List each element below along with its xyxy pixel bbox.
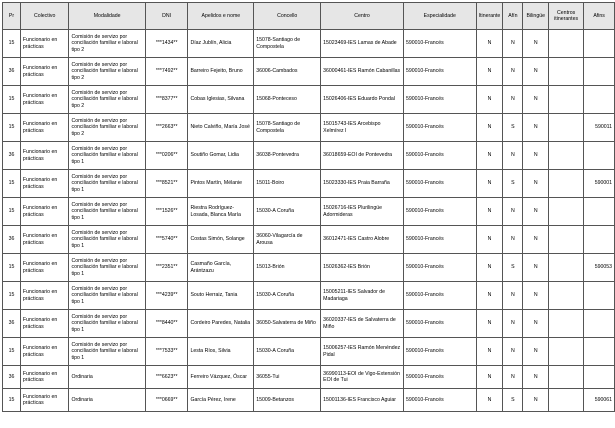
cell-dni: ***8377** [145, 86, 188, 114]
cell-nome: Nieto Calviño, María José [188, 114, 254, 142]
cell-bilingue: N [523, 198, 549, 226]
header-centros-itinerantes: Centros itinerantes [549, 3, 584, 30]
cell-centros-itinerantes [549, 226, 584, 254]
table-row [3, 282, 615, 310]
header-dni: DNI [145, 3, 188, 30]
cell-itinerante: N [476, 114, 503, 142]
cell-bilingue: N [523, 86, 549, 114]
cell-centro: 15005211-IES Salvador de Madariaga [321, 282, 404, 310]
cell-especialidade: 590010-Francés [403, 30, 476, 58]
table-body [3, 30, 615, 412]
table-header [3, 3, 615, 30]
cell-bilingue: N [523, 338, 549, 366]
cell-concello: 15030-A Coruña [254, 338, 321, 366]
cell-colectivo: Funcionario en prácticas [20, 338, 69, 366]
cell-especialidade: 590010-Francés [403, 170, 476, 198]
cell-centros-itinerantes [549, 282, 584, 310]
cell-centro: 36018659-EOI de Pontevedra [321, 142, 404, 170]
header-row [3, 3, 615, 30]
cell-itinerante: N [476, 58, 503, 86]
cell-centro: 15026362-IES Brión [321, 254, 404, 282]
table-row [3, 254, 615, 282]
cell-centros-itinerantes [549, 114, 584, 142]
cell-concello: 36055-Tui [254, 366, 321, 389]
cell-modalidade: Comisión de servizo por conciliación familiar e laboral tipo 1 [69, 338, 145, 366]
table-row [3, 198, 615, 226]
cell-nome: García Pérez, Irene [188, 389, 254, 412]
cell-modalidade: Comisión de servizo por conciliación familiar e laboral tipo 2 [69, 86, 145, 114]
cell-colectivo: Funcionario en prácticas [20, 86, 69, 114]
cell-afin: N [503, 86, 523, 114]
cell-dni: ***2351** [145, 254, 188, 282]
cell-especialidade: 590010-Francés [403, 198, 476, 226]
cell-pr: 36 [3, 310, 21, 338]
cell-bilingue: N [523, 366, 549, 389]
cell-nome: Lesta Ríos, Silvia [188, 338, 254, 366]
cell-pr: 36 [3, 58, 21, 86]
cell-pr: 15 [3, 114, 21, 142]
cell-modalidade: Ordinaria [69, 366, 145, 389]
cell-centros-itinerantes [549, 366, 584, 389]
cell-colectivo: Funcionario en prácticas [20, 254, 69, 282]
table-row [3, 366, 615, 389]
table-row [3, 142, 615, 170]
cell-especialidade: 590010-Francés [403, 366, 476, 389]
cell-dni: ***0206** [145, 142, 188, 170]
header-concello: Concello [254, 3, 321, 30]
cell-afins: 590053 [584, 254, 615, 282]
cell-modalidade: Comisión de servizo por conciliación familiar e laboral tipo 1 [69, 282, 145, 310]
cell-nome: Soutiño Gomar, Lidia [188, 142, 254, 170]
cell-nome: Cordeiro Paredes, Natalia [188, 310, 254, 338]
cell-concello: 15011-Boiro [254, 170, 321, 198]
cell-dni: ***7533** [145, 338, 188, 366]
cell-afins [584, 86, 615, 114]
cell-pr: 15 [3, 198, 21, 226]
cell-itinerante: N [476, 198, 503, 226]
table-row [3, 58, 615, 86]
cell-itinerante: N [476, 254, 503, 282]
cell-pr: 15 [3, 30, 21, 58]
cell-bilingue: N [523, 226, 549, 254]
cell-concello: 36038-Pontevedra [254, 142, 321, 170]
cell-nome: Barreiro Fejeito, Bruno [188, 58, 254, 86]
cell-modalidade: Comisión de servizo por conciliación familiar e laboral tipo 1 [69, 254, 145, 282]
cell-dni: ***8440** [145, 310, 188, 338]
cell-colectivo: Funcionario en prácticas [20, 58, 69, 86]
cell-afin: N [503, 310, 523, 338]
cell-especialidade: 590010-Francés [403, 338, 476, 366]
cell-bilingue: N [523, 282, 549, 310]
cell-itinerante: N [476, 142, 503, 170]
cell-itinerante: N [476, 170, 503, 198]
cell-itinerante: N [476, 338, 503, 366]
cell-centro: 36990113-EOI de Vigo-Extensión EOI de Tui [321, 366, 404, 389]
cell-centros-itinerantes [549, 58, 584, 86]
cell-colectivo: Funcionario en prácticas [20, 30, 69, 58]
cell-bilingue: N [523, 389, 549, 412]
cell-especialidade: 590010-Francés [403, 282, 476, 310]
cell-afin: N [503, 338, 523, 366]
cell-afin: N [503, 226, 523, 254]
cell-concello: 15009-Betanzos [254, 389, 321, 412]
cell-pr: 15 [3, 170, 21, 198]
cell-centros-itinerantes [549, 86, 584, 114]
cell-afin: S [503, 389, 523, 412]
cell-modalidade: Comisión de servizo por conciliación familiar e laboral tipo 1 [69, 198, 145, 226]
cell-dni: ***5740** [145, 226, 188, 254]
cell-especialidade: 590010-Francés [403, 58, 476, 86]
cell-centro: 15001136-IES Francisco Aguiar [321, 389, 404, 412]
cell-modalidade: Comisión de servizo por conciliación familiar e laboral tipo 2 [69, 114, 145, 142]
cell-afin: N [503, 30, 523, 58]
cell-centro: 15015743-IES Arcebispo Xelmírez I [321, 114, 404, 142]
cell-nome: Díaz Jublín, Alicia [188, 30, 254, 58]
cell-colectivo: Funcionario en prácticas [20, 142, 69, 170]
cell-pr: 15 [3, 389, 21, 412]
header-pr: Pr [3, 3, 21, 30]
table-row [3, 310, 615, 338]
cell-itinerante: N [476, 30, 503, 58]
cell-afins: 590011 [584, 114, 615, 142]
cell-especialidade: 590010-Francés [403, 254, 476, 282]
header-afins: Afins [584, 3, 615, 30]
cell-modalidade: Comisión de servizo por conciliación familiar e laboral tipo 1 [69, 170, 145, 198]
cell-nome: Casmaño García, Arántzazu [188, 254, 254, 282]
cell-afins [584, 310, 615, 338]
cell-pr: 15 [3, 282, 21, 310]
cell-dni: ***6623** [145, 366, 188, 389]
cell-concello: 36006-Cambados [254, 58, 321, 86]
cell-afins [584, 366, 615, 389]
cell-especialidade: 590010-Francés [403, 114, 476, 142]
cell-colectivo: Funcionario en prácticas [20, 170, 69, 198]
cell-pr: 15 [3, 254, 21, 282]
cell-dni: ***0669** [145, 389, 188, 412]
cell-colectivo: Funcionario en prácticas [20, 226, 69, 254]
cell-centro: 15026716-IES Plurilingüe Adormideras [321, 198, 404, 226]
cell-afins [584, 226, 615, 254]
cell-dni: ***8521** [145, 170, 188, 198]
cell-modalidade: Comisión de servizo por conciliación familiar e laboral tipo 1 [69, 226, 145, 254]
header-bilingue: Bilingüe [523, 3, 549, 30]
cell-centros-itinerantes [549, 170, 584, 198]
cell-colectivo: Funcionario en prácticas [20, 198, 69, 226]
cell-dni: ***7492** [145, 58, 188, 86]
cell-afin: N [503, 58, 523, 86]
table-row [3, 114, 615, 142]
cell-itinerante: N [476, 389, 503, 412]
table-row [3, 30, 615, 58]
cell-concello: 15078-Santiago de Compostela [254, 30, 321, 58]
cell-centro: 15006257-IES Ramón Menéndez Pidal [321, 338, 404, 366]
cell-afin: N [503, 366, 523, 389]
cell-pr: 36 [3, 366, 21, 389]
cell-bilingue: N [523, 114, 549, 142]
cell-afins [584, 30, 615, 58]
cell-nome: Souto Herraiz, Tania [188, 282, 254, 310]
cell-modalidade: Comisión de servizo por conciliación familiar e laboral tipo 1 [69, 142, 145, 170]
cell-especialidade: 590010-Francés [403, 86, 476, 114]
cell-afin: S [503, 114, 523, 142]
cell-colectivo: Funcionario en prácticas [20, 310, 69, 338]
cell-nome: Costas Simón, Solange [188, 226, 254, 254]
cell-nome: Ferreiro Vázquez, Óscar [188, 366, 254, 389]
header-itinerante: Itinerante [476, 3, 503, 30]
cell-itinerante: N [476, 310, 503, 338]
cell-afin: S [503, 254, 523, 282]
cell-especialidade: 590010-Francés [403, 142, 476, 170]
cell-centro: 15023330-IES Praia Barraña [321, 170, 404, 198]
cell-itinerante: N [476, 226, 503, 254]
cell-afins [584, 338, 615, 366]
cell-centros-itinerantes [549, 389, 584, 412]
cell-dni: ***4239** [145, 282, 188, 310]
cell-afins: 590001 [584, 170, 615, 198]
cell-colectivo: Funcionario en prácticas [20, 114, 69, 142]
cell-centros-itinerantes [549, 142, 584, 170]
cell-bilingue: N [523, 142, 549, 170]
cell-itinerante: N [476, 282, 503, 310]
cell-centro: 36000461-IES Ramón Cabanillas [321, 58, 404, 86]
table-row [3, 170, 615, 198]
cell-concello: 15078-Santiago de Compostela [254, 114, 321, 142]
cell-dni: ***1434** [145, 30, 188, 58]
cell-afin: S [503, 170, 523, 198]
table-row [3, 86, 615, 114]
cell-concello: 15030-A Coruña [254, 282, 321, 310]
cell-colectivo: Funcionario en prácticas [20, 366, 69, 389]
cell-colectivo: Funcionario en prácticas [20, 389, 69, 412]
cell-afins [584, 198, 615, 226]
cell-afins [584, 58, 615, 86]
cell-nome: Riestra Rodríguez-Losada, Blanca María [188, 198, 254, 226]
cell-pr: 15 [3, 338, 21, 366]
header-centro: Centro [321, 3, 404, 30]
table-row [3, 389, 615, 412]
cell-dni: ***1526** [145, 198, 188, 226]
cell-modalidade: Comisión de servizo por conciliación familiar e laboral tipo 1 [69, 310, 145, 338]
header-afin: Afín [503, 3, 523, 30]
cell-bilingue: N [523, 58, 549, 86]
cell-concello: 36060-Vilagarcía de Arousa [254, 226, 321, 254]
cell-concello: 15030-A Coruña [254, 198, 321, 226]
cell-centro: 36012471-IES Castro Alobre [321, 226, 404, 254]
cell-modalidade: Comisión de servizo por conciliación familiar e laboral tipo 2 [69, 58, 145, 86]
cell-nome: Pintos Martín, Mélanie [188, 170, 254, 198]
cell-centros-itinerantes [549, 30, 584, 58]
cell-bilingue: N [523, 30, 549, 58]
cell-concello: 36050-Salvaterra de Miño [254, 310, 321, 338]
cell-itinerante: N [476, 86, 503, 114]
cell-pr: 36 [3, 142, 21, 170]
cell-especialidade: 590010-Francés [403, 389, 476, 412]
header-especialidade: Especialidade [403, 3, 476, 30]
cell-afins [584, 142, 615, 170]
cell-centros-itinerantes [549, 198, 584, 226]
assignments-table [2, 2, 615, 412]
cell-modalidade: Ordinaria [69, 389, 145, 412]
cell-bilingue: N [523, 170, 549, 198]
cell-modalidade: Comisión de servizo por conciliación familiar e laboral tipo 2 [69, 30, 145, 58]
cell-centro: 15023469-IES Lamas de Abade [321, 30, 404, 58]
cell-afins [584, 282, 615, 310]
table-row [3, 226, 615, 254]
cell-especialidade: 590010-Francés [403, 310, 476, 338]
cell-centros-itinerantes [549, 310, 584, 338]
cell-centros-itinerantes [549, 338, 584, 366]
cell-pr: 15 [3, 86, 21, 114]
header-colectivo: Colectivo [20, 3, 69, 30]
cell-afin: N [503, 198, 523, 226]
cell-afins: 590061 [584, 389, 615, 412]
cell-afin: N [503, 142, 523, 170]
cell-bilingue: N [523, 254, 549, 282]
cell-concello: 15068-Ponteceso [254, 86, 321, 114]
cell-nome: Cobas Iglesias, Silvana [188, 86, 254, 114]
header-modalidade: Modalidade [69, 3, 145, 30]
cell-itinerante: N [476, 366, 503, 389]
cell-especialidade: 590010-Francés [403, 226, 476, 254]
cell-dni: ***2663** [145, 114, 188, 142]
cell-pr: 36 [3, 226, 21, 254]
cell-concello: 15013-Brión [254, 254, 321, 282]
cell-afin: N [503, 282, 523, 310]
assignments-sheet [2, 2, 615, 412]
cell-bilingue: N [523, 310, 549, 338]
header-nome: Apelidos e nome [188, 3, 254, 30]
table-row [3, 338, 615, 366]
cell-centro: 36020337-IES de Salvaterra de Miño [321, 310, 404, 338]
cell-centros-itinerantes [549, 254, 584, 282]
cell-centro: 15026406-IES Eduardo Pondal [321, 86, 404, 114]
cell-colectivo: Funcionario en prácticas [20, 282, 69, 310]
